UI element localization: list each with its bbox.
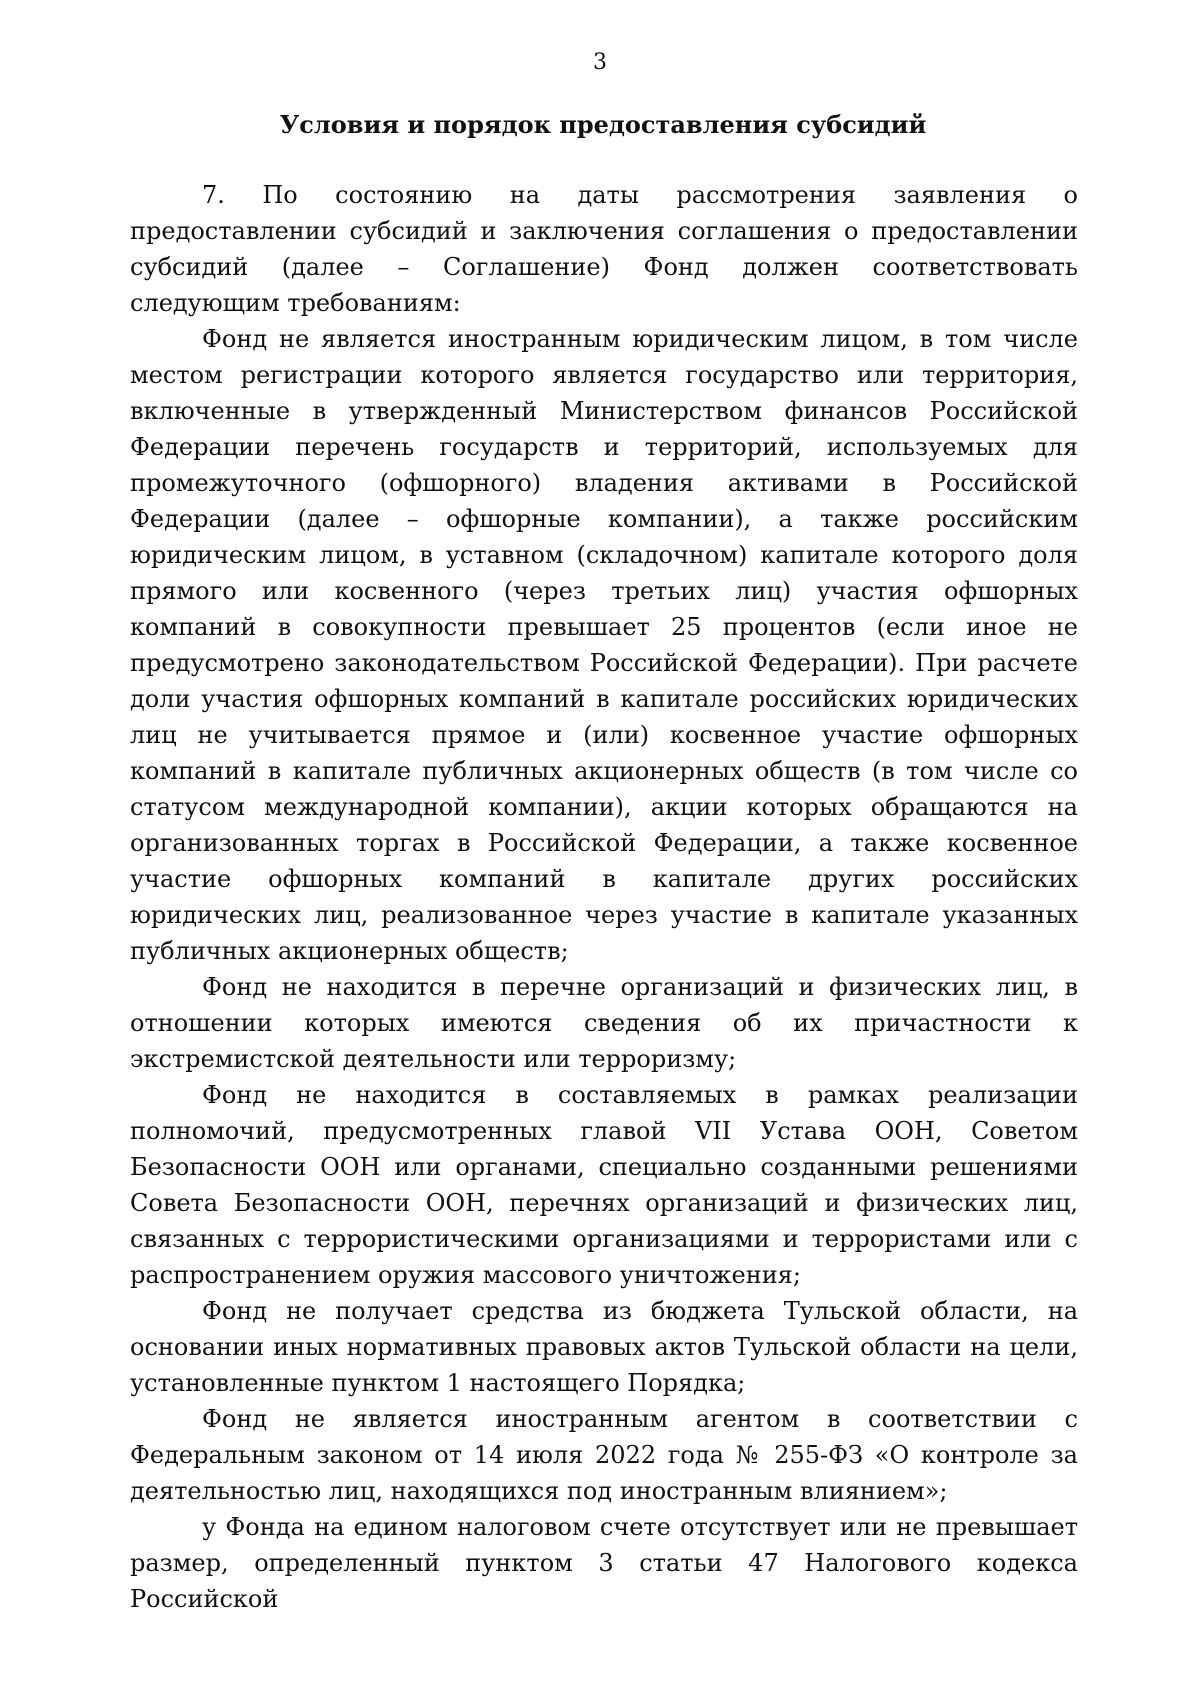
paragraph-offshore: Фонд не является иностранным юридическим лицом, в том числе местом регистрации которого является государство или территория, включенные в утвержденный Министерством финансов Российской Федерации перечень государств и территорий, используемых для промежуточного (офшорного) владения активами в Российской Федерации (далее – офшорные компании), а также российским юридическим лицом, в уставном (складочном) капитале которого доля прямого или косвенного (через третьих лиц) участия офшорных компаний в совокупности превышает 25 процентов (если иное не предусмотрено законодательством Российской Федерации). При расчете доли участия офшорных компаний в капитале российских юридических лиц не учитывается прямое и (или) косвенное участие офшорных компаний в капитале публичных акционерных обществ (в том числе со статусом международной компании), акции которых обращаются на организованных торгах в Российской Федерации, а также косвенное участие офшорных компаний в капитале других российских юридических лиц, реализованное через участие в капитале указанных публичных акционерных обществ;: [130, 325, 1078, 965]
paragraph-budget: Фонд не получает средства из бюджета Тульской области, на основании иных нормативных правовых актов Тульской области на цели, установленные пунктом 1 настоящего Порядка;: [130, 1297, 1078, 1397]
paragraph-7-requirements: 7. По состоянию на даты рассмотрения заявления о предоставлении субсидий и заключения соглашения о предоставлении субсидий (далее – Соглашение) Фонд должен соответствовать следующим требованиям:: [130, 181, 1078, 317]
paragraph-foreign-agent: Фонд не является иностранным агентом в соответствии с Федеральным законом от 14 июля 2022 года № 255-ФЗ «О контроле за деятельностью лиц, находящихся под иностранным влиянием»;: [130, 1405, 1078, 1505]
document-body: [130, 177, 1078, 1617]
paragraph-tax-account: у Фонда на едином налоговом счете отсутствует или не превышает размер, определенный пунктом 3 статьи 47 Налогового кодекса Российской: [130, 1513, 1078, 1613]
section-heading: Условия и порядок предоставления субсидий: [279, 110, 927, 139]
page-number: 3: [593, 50, 607, 75]
paragraph-un-lists: Фонд не находится в составляемых в рамках реализации полномочий, предусмотренных главой VII Устава ООН, Советом Безопасности ООН или органами, специально созданными решениями Совета Безопасности ООН, перечнях организаций и физических лиц, связанных с террористическими организациями и террористами или с распространением оружия массового уничтожения;: [130, 1081, 1078, 1289]
paragraph-extremism: Фонд не находится в перечне организаций и физических лиц, в отношении которых имеются сведения об их причастности к экстремистской деятельности или терроризму;: [130, 973, 1078, 1073]
